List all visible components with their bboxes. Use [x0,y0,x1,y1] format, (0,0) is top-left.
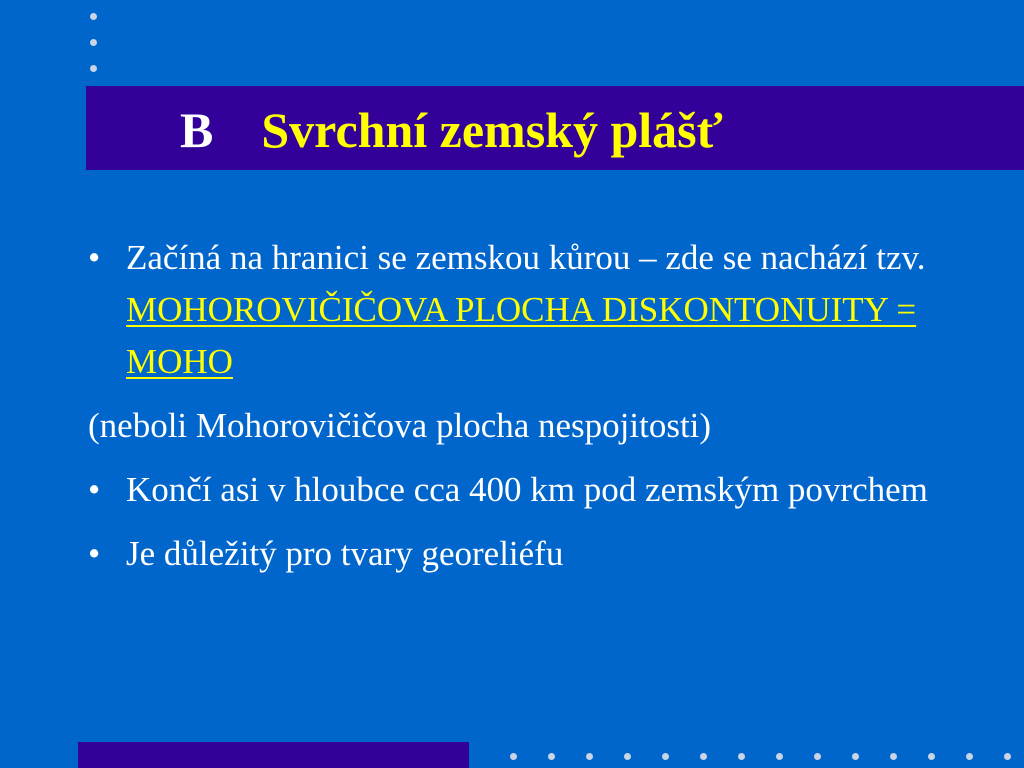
decor-dot [662,753,669,760]
decor-dot [776,753,783,760]
decor-dot [90,39,97,46]
slide-title [180,100,723,160]
decor-dot [510,753,517,760]
title-letter: B [180,102,214,158]
decor-dot [90,13,97,20]
decor-dot [738,753,745,760]
bottom-band [78,742,469,768]
decor-dot [624,753,631,760]
decor-dot [852,753,859,760]
note-text: (neboli Mohorovičičova plocha nespojitosti) [88,406,712,445]
decor-dot [966,753,973,760]
bullet-text: Je důležitý pro tvary georeliéfu [126,534,564,573]
decor-dot [90,65,97,72]
decor-dot [548,753,555,760]
decor-dot [928,753,935,760]
decor-dot [890,753,897,760]
decor-dot [586,753,593,760]
title-text: Svrchní zemský plášť [261,102,723,158]
bullet-item [88,528,988,580]
decor-dot [700,753,707,760]
bullet-text: Končí asi v hloubce cca 400 km pod zemským povrchem [126,470,928,509]
bullet-mark: • [88,534,101,573]
decor-dot [814,753,821,760]
bullet-item [88,232,988,388]
slide-body [88,232,988,592]
bullet-item [88,464,988,516]
decor-dot [1004,753,1011,760]
bullet-mark: • [88,238,101,277]
highlight-text: MOHOROVIČIČOVA PLOCHA DISKONTONUITY = MOHO [126,290,917,381]
bullet-text: Začíná na hranici se zemskou kůrou – zde se nachází tzv. [126,238,926,277]
bullet-mark: • [88,470,101,509]
